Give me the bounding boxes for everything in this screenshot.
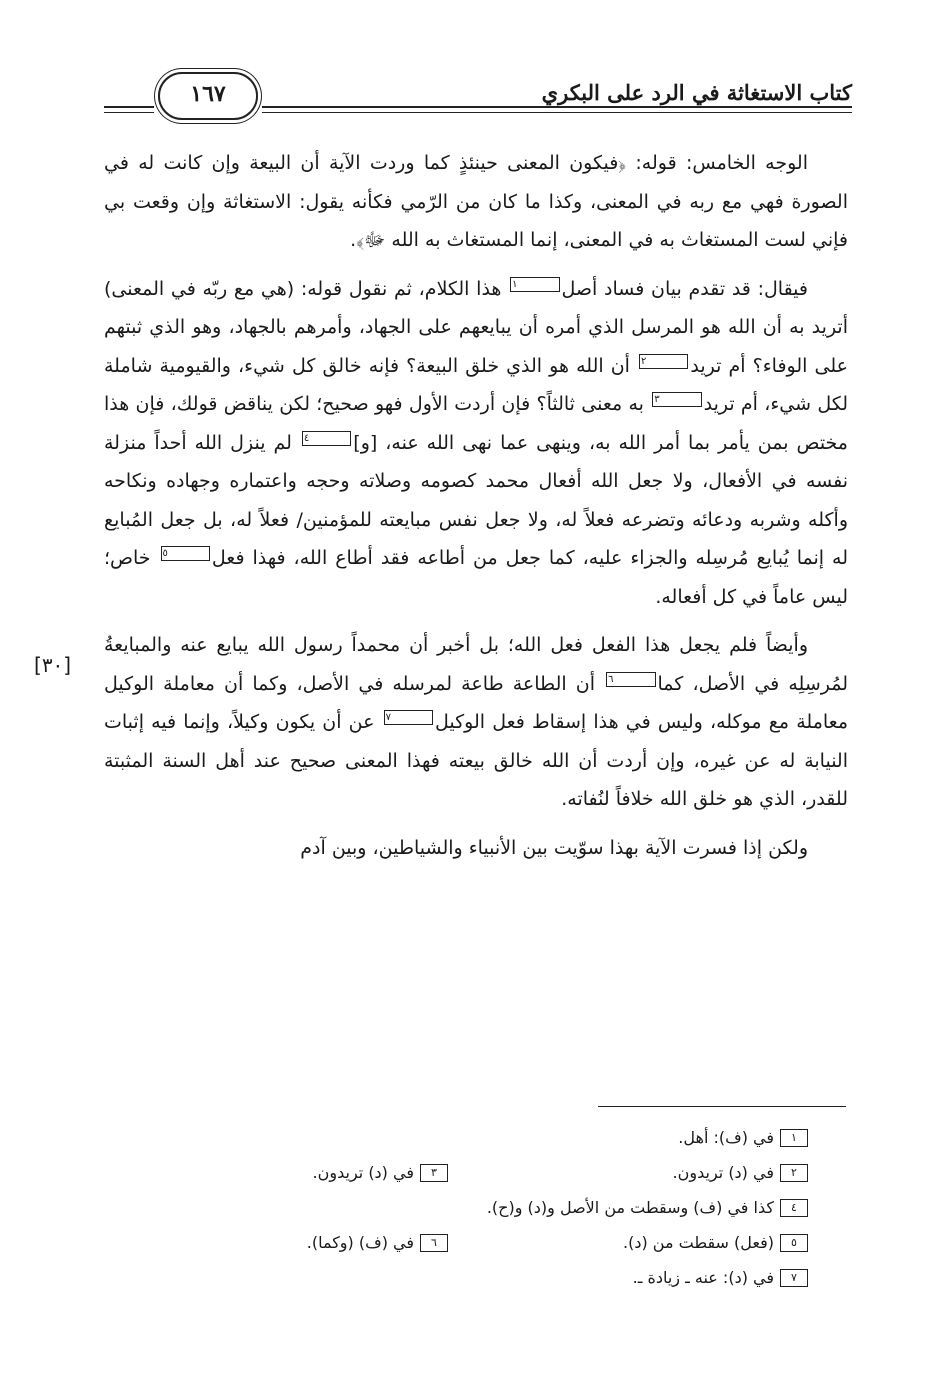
footnote-number: ٦ — [420, 1234, 448, 1252]
paragraph-text: أن الطاعة طاعة لمرسله في الأصل، وكما أن معاملة الوكيل معاملة مع موكله، وليس في هذا إسقاط فعل الوكيل — [104, 672, 849, 733]
book-title: كتاب الاستغاثة في الرد على البكري — [541, 80, 852, 105]
footnote — [487, 1190, 808, 1225]
footnote-line — [104, 1190, 808, 1225]
footnote-separator — [598, 1106, 846, 1107]
paragraph-text: عن أن يكون وكيلاً، وإنما فيه إثبات النيابة له عن غيره، وإن أردت أن الله خالق بيعته فهذا المعنى صحيح عند أهل السنة المثبتة للقدر، الذي هو خلق الله خلافاً لنُفاته. — [104, 711, 848, 810]
paragraph-text: أن الله هو الذي خلق البيعة؟ فإنه خالق كل شيء، والقيومية شاملة لكل شيء، أم تريد — [104, 354, 849, 415]
paragraph-text: به معنى ثالثاً؟ فإن أردت الأول فهو صحيح؛ لكن يناقض قولك، فإن هذا مختص بمن يأمر بما أمر الله به، وينهى عما نهى الله عنه، [و] — [104, 393, 848, 454]
footnote — [678, 1120, 808, 1155]
header-rule — [104, 106, 154, 108]
paragraph-text: وأيضاً فلم يجعل هذا الفعل فعل الله؛ بل أخبر أن محمداً رسول الله يبايع عنه والمبايعةُ لمُرسِلِه في الأصل، كما — [104, 634, 849, 695]
footnote — [307, 1225, 448, 1260]
footnote-number: ٣ — [420, 1164, 448, 1182]
paragraph — [104, 829, 848, 868]
paragraph-text: فيقال: قد تقدم بيان فساد أصل — [561, 277, 809, 300]
page-number-badge: ١٦٧ — [158, 72, 258, 120]
footnotes — [104, 1120, 808, 1295]
footnote-reference: ٢ — [639, 354, 688, 369]
footnote-line — [104, 1155, 808, 1190]
footnote-text: في (ف) (وكما). — [306, 1233, 414, 1252]
header-rule — [104, 112, 154, 113]
footnote — [448, 1155, 808, 1190]
paragraph-text: ولكن إذا فسرت الآية بهذا سوّيت بين الأنبياء والشياطين، وبين آدم — [300, 836, 808, 859]
footnote-number: ٢ — [780, 1164, 808, 1182]
header-rule — [262, 106, 852, 108]
footnote-reference: ٦ — [606, 672, 655, 687]
footnote-number: ٧ — [780, 1269, 808, 1287]
paragraph — [104, 270, 848, 617]
paragraph-text: هذا الكلام، ثم نقول قوله: (هي مع ربّه في المعنى) أتريد به أن الله هو المرسل الذي أمره أن يبايعهم على الجهاد، وأمرهم بالجهاد، وهو الذي ثبتهم على الوفاء؟ أم تريد — [104, 277, 848, 377]
footnote — [313, 1155, 448, 1190]
header-rule — [262, 112, 852, 113]
footnote-reference: ٣ — [652, 392, 701, 407]
footnote-line — [104, 1120, 808, 1155]
footnote-text: في (د) تريدون. — [672, 1163, 774, 1182]
footnote-number: ٤ — [780, 1199, 808, 1217]
footnote-text: في (ف): أهل. — [678, 1128, 774, 1147]
footnote-line — [104, 1225, 808, 1260]
footnote-text: في (د): عنه ـ زيادة ـ. — [632, 1268, 774, 1287]
manuscript-folio-marker: [٣٠] — [34, 653, 72, 677]
footnote-number: ١ — [780, 1129, 808, 1147]
footnote-reference: ٥ — [161, 546, 210, 561]
footnote-line — [104, 1260, 808, 1295]
footnote-reference: ١ — [510, 277, 559, 292]
paragraph-text: الوجه الخامس: قوله: ﴿فيكون المعنى حينئذٍ كما وردت الآية أن البيعة وإن كانت له في الصورة فهي مع ربه في المعنى، وكذا ما كان من الرّمي فكأنه يقول: الاستغاثة وإن وقعت بي فإني لست المستغاث به في المعنى، إنما المستغاث به الله ﷻ﴾. — [104, 152, 848, 251]
footnote — [448, 1225, 808, 1260]
footnote-reference: ٧ — [384, 710, 433, 725]
paragraph — [104, 144, 848, 260]
footnote-text: في (د) تريدون. — [312, 1163, 414, 1182]
paragraph-text: خاص؛ ليس عاماً في كل أفعاله. — [104, 547, 848, 608]
footnote-text: كذا في (ف) وسقطت من الأصل و(د) و(ح). — [486, 1198, 774, 1217]
footnote — [633, 1260, 808, 1295]
main-text — [104, 144, 848, 877]
paragraph-text: لم ينزل الله أحداً منزلة نفسه في الأفعال، ولا جعل الله أفعال محمد كصومه وصلاته وحجه واعتماره وجهاده ونكاحه وأكله وشربه ودعائه وتضرعه فعلاً له، ولا جعل نفس مبايعته للمؤمنين/ فعلاً له، بل جعل المُبايع له إنما يُبايع مُرسِله والجزاء عليه، كما جعل من أطاعه فقد أطاع الله، فهذا فعل — [104, 431, 848, 569]
footnote-number: ٥ — [780, 1234, 808, 1252]
footnote-text: (فعل) سقطت من (د). — [622, 1233, 774, 1252]
paragraph — [104, 626, 848, 819]
page-header — [104, 72, 852, 132]
footnote-reference: ٤ — [302, 431, 351, 446]
